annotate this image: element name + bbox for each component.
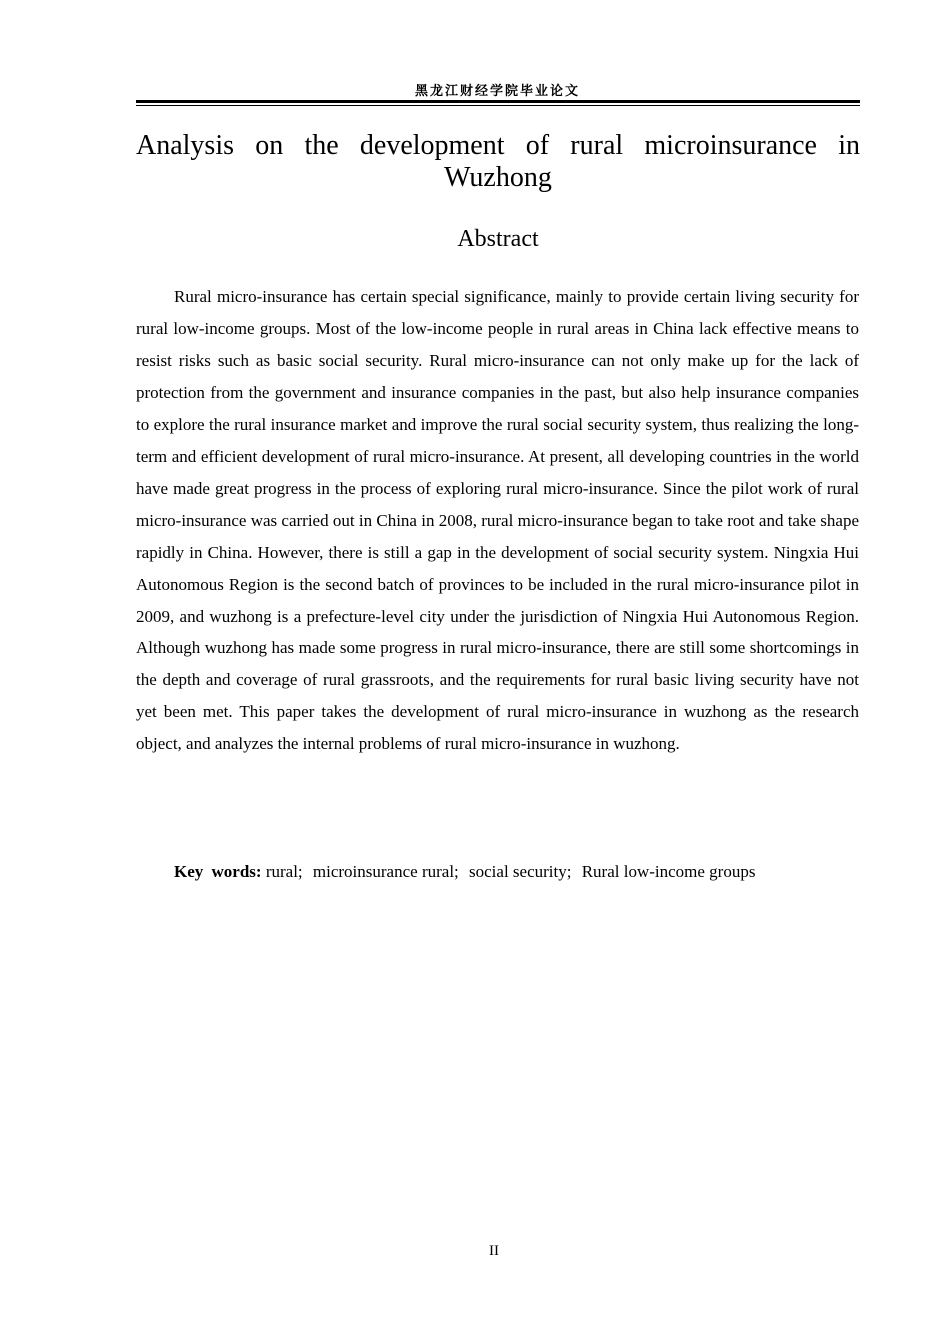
keyword-item: microinsurance rural; — [312, 862, 459, 881]
abstract-heading: Abstract — [457, 226, 539, 252]
abstract-body: Rural micro-insurance has certain special significance, mainly to provide certain living security for rural low-income groups. Most of the low-income people in rural areas in China lack effective means to resist risks such as basic social security. Rural micro-insurance can not only make up for the lack of protection from the government and insurance companies in the past, but also help insurance companies to explore the rural insurance market and improve the rural social security system, thus realizing the long-term and efficient development of rural micro-insurance. At present, all developing countries in the world have made great progress in the process of exploring rural micro-insurance. Since the pilot work of rural micro-insurance was carried out in China in 2008, rural micro-insurance began to take root and take shape rapidly in China. However, there is still a gap in the development of social security system. Ningxia Hui Autonomous Region is the second batch of provinces to be included in the rural micro-insurance pilot in 2009, and wuzhong is a prefecture-level city under the jurisdiction of Ningxia Hui Autonomous Region. Although wuzhong has made some progress in rural micro-insurance, there are still some shortcomings in the depth and coverage of rural grassroots, and the requirements for rural basic living security have not yet been met. This paper takes the development of rural micro-insurance in wuzhong as the research object, and analyzes the internal problems of rural micro-insurance in wuzhong. — [136, 287, 859, 754]
header-rule-thin — [136, 105, 860, 106]
keyword-item: rural; — [265, 862, 303, 881]
header-rule-thick — [136, 100, 860, 103]
keyword-item: Rural low-income groups — [581, 862, 756, 881]
keywords-line — [174, 856, 864, 888]
running-header: 黑龙江财经学院毕业论文 — [414, 84, 580, 99]
keywords-label: Key words: — [174, 862, 262, 881]
keyword-item: social security; — [469, 862, 572, 881]
thesis-title: Analysis on the development of rural microinsurance in Wuzhong — [136, 130, 860, 193]
page-number: II — [489, 1243, 499, 1259]
